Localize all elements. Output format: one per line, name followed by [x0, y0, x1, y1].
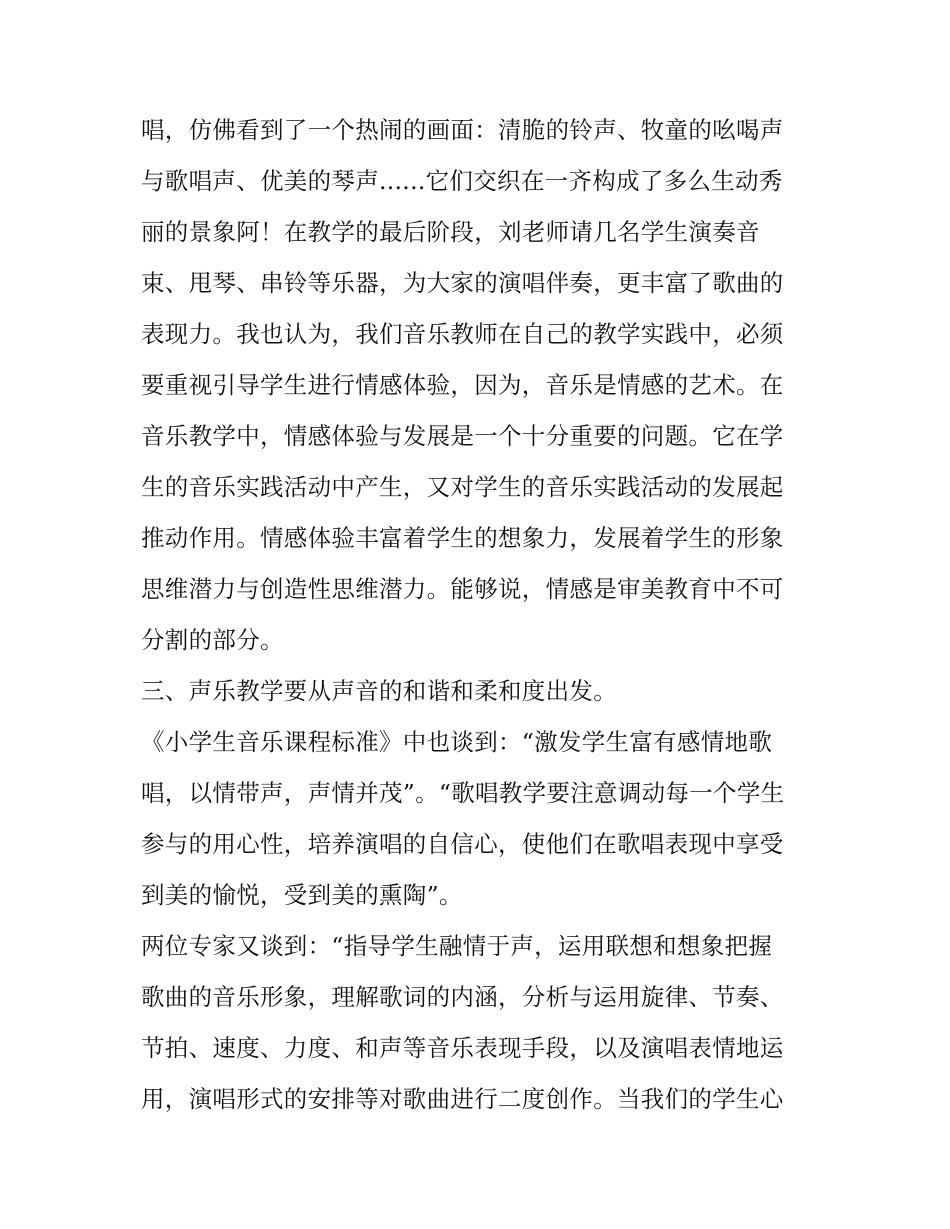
- text-line: 束、甩琴、串铃等乐器，为大家的演唱伴奏，更丰富了歌曲的: [141, 269, 784, 297]
- text-line: 参与的用心性，培养演唱的自信心，使他们在歌唱表现中享受: [141, 830, 784, 858]
- text-line: 用，演唱形式的安排等对歌曲进行二度创作。当我们的学生心: [141, 1085, 784, 1113]
- text-line: 丽的景象阿！在教学的最后阶段，刘老师请几名学生演奏音: [141, 218, 760, 246]
- text-line: 分割的部分。: [141, 626, 284, 654]
- section-heading: 三、声乐教学要从声音的和谐和柔和度出发。: [141, 677, 617, 705]
- text-line: 唱，以情带声，声情并茂”。“歌唱教学要注意调动每一个学生: [141, 779, 785, 807]
- document-body: [141, 105, 821, 1125]
- text-line: 要重视引导学生进行情感体验，因为，音乐是情感的艺术。在: [141, 371, 784, 399]
- text-line: 节拍、速度、力度、和声等音乐表现手段，以及演唱表情地运: [141, 1034, 784, 1062]
- text-line: 唱，仿佛看到了一个热闹的画面：清脆的铃声、牧童的吆喝声: [141, 116, 784, 144]
- text-line: 音乐教学中，情感体验与发展是一个十分重要的问题。它在学: [141, 422, 784, 450]
- text-line: 《小学生音乐课程标准》中也谈到：“激发学生富有感情地歌: [141, 728, 773, 756]
- text-line: 思维潜力与创造性思维潜力。能够说，情感是审美教育中不可: [141, 575, 784, 603]
- text-line: 到美的愉悦，受到美的熏陶”。: [141, 881, 463, 909]
- text-line: 推动作用。情感体验丰富着学生的想象力，发展着学生的形象: [141, 524, 784, 552]
- text-line: 表现力。我也认为，我们音乐教师在自己的教学实践中，必须: [141, 320, 784, 348]
- text-line: 两位专家又谈到：“指导学生融情于声，运用联想和想象把握: [141, 932, 773, 960]
- text-line: 与歌唱声、优美的琴声......它们交织在一齐构成了多么生动秀: [141, 167, 783, 195]
- text-line: 生的音乐实践活动中产生，又对学生的音乐实践活动的发展起: [141, 473, 784, 501]
- text-line: 歌曲的音乐形象，理解歌词的内涵，分析与运用旋律、节奏、: [141, 983, 784, 1011]
